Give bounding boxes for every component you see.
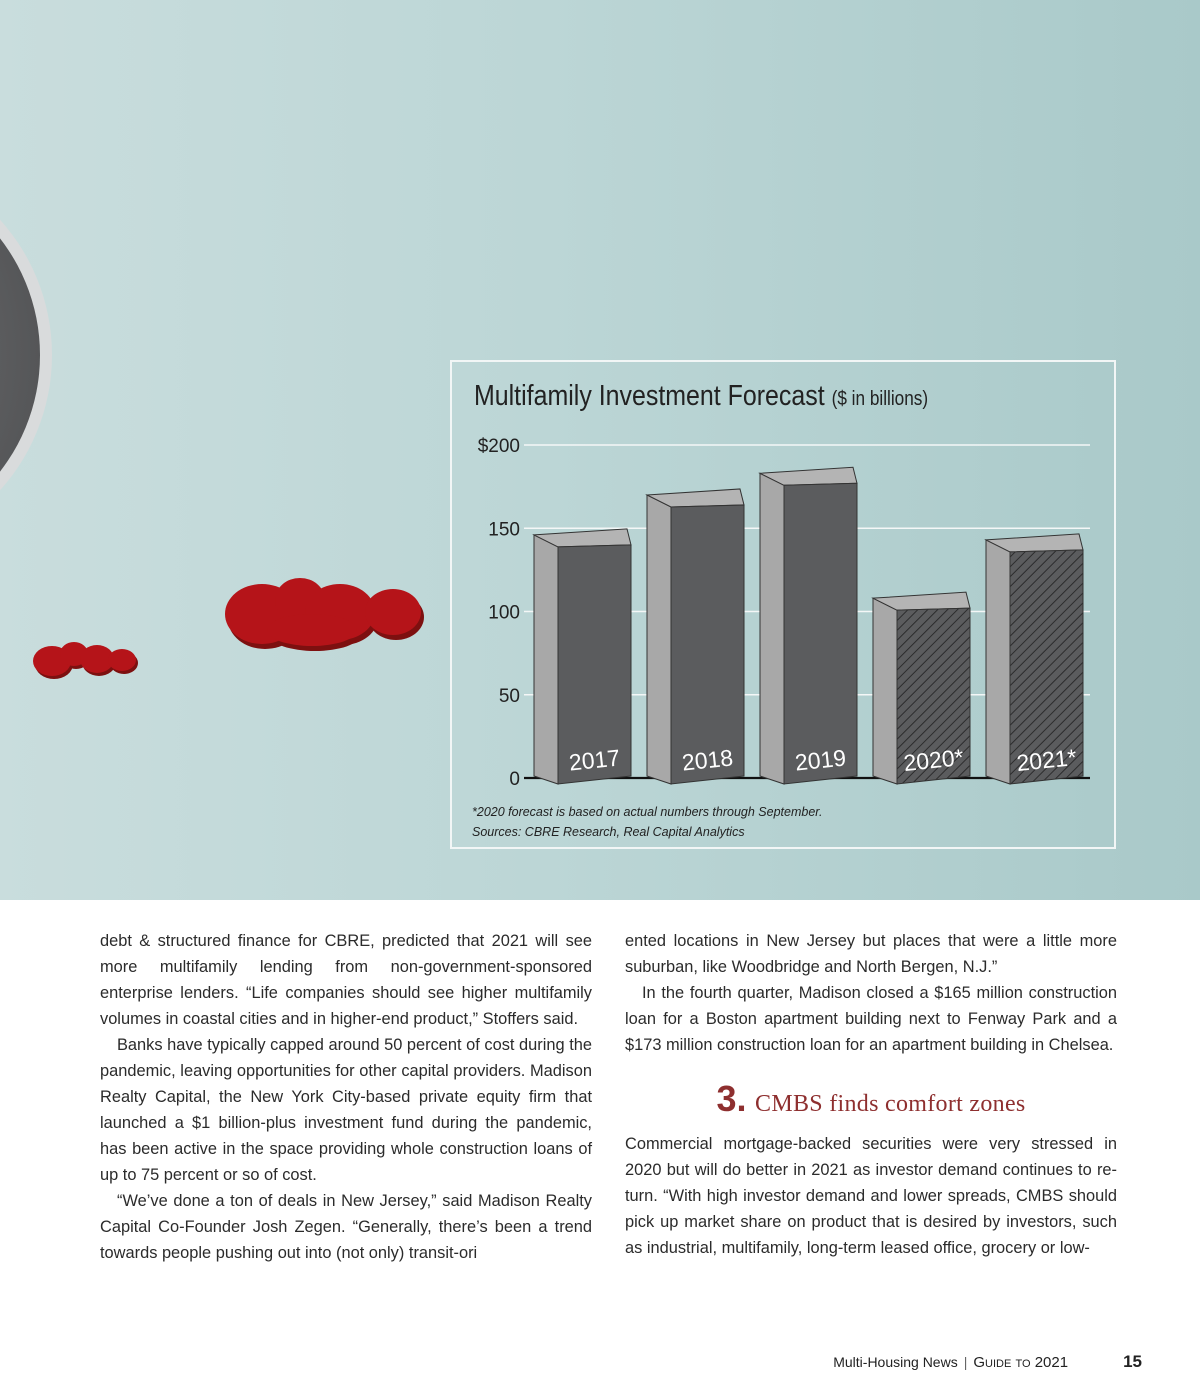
bar-year-label: 2019 xyxy=(793,744,848,776)
bar-side xyxy=(760,473,784,784)
guide-label: Guide to 2021 xyxy=(973,1354,1069,1371)
article-paragraph: ented locations in New Jersey but places that were a little more suburban, like Woodbridge and North Bergen, N.J.” xyxy=(625,932,1117,976)
bar xyxy=(647,489,744,784)
bar xyxy=(873,592,970,784)
chart-notes xyxy=(472,802,822,842)
bar-year-label: 2018 xyxy=(680,744,735,776)
section-title: CMBS finds comfort zones xyxy=(755,1091,1026,1117)
article-column-left xyxy=(100,928,592,1266)
bar-front xyxy=(784,483,857,784)
article-paragraph: Commercial mortgage-backed securities were very stressed in 2020 but will do better in 2021 as investor demand continues to return. “With high investor demand and lower spreads, CMBS should pick up market share on product that is desired by investors, such as industrial, multifamily, long-term leased office, grocery or low- xyxy=(625,1135,1117,1257)
investment-chart xyxy=(450,360,1116,849)
chart-plot xyxy=(452,362,1118,851)
chart-title xyxy=(474,380,928,413)
bar xyxy=(534,529,631,784)
article-paragraph: Banks have typically capped around 50 percent of cost during the pandemic, leaving opportunities for other capital providers. Madison Realty Capital, the New York City-based private equity firm that launched a $1 billion-plus investment fund during the pandemic, has been active in the space providing whole construction loans of up to 75 percent or so of cost. xyxy=(100,1036,592,1184)
section-heading xyxy=(625,1079,1117,1119)
red-cloud-large-graphic xyxy=(225,578,424,651)
page-number: 15 xyxy=(1123,1352,1142,1371)
y-tick-label: $200 xyxy=(477,436,520,457)
red-cloud-small-graphic xyxy=(33,642,138,679)
article-paragraph: “We’ve done a ton of deals in New Jersey,” said Madison Realty Capital Co-Founder Josh Zegen. “Generally, there’s been a trend towards people pushing out into (not only) transit-ori xyxy=(100,1192,592,1262)
y-tick-label: 50 xyxy=(498,685,520,707)
article-column-right xyxy=(625,928,1117,1261)
bar-year-label: 2021* xyxy=(1015,743,1078,777)
y-tick-label: 150 xyxy=(488,519,520,541)
page-footer xyxy=(833,1352,1142,1372)
bar-front xyxy=(671,505,744,784)
y-tick-label: 0 xyxy=(509,769,520,790)
y-tick-label: 100 xyxy=(488,602,520,624)
chart-sources: Sources: CBRE Research, Real Capital Analytics xyxy=(472,825,745,839)
chart-title-text: Multifamily Investment Forecast xyxy=(474,380,825,412)
article-paragraph: In the fourth quarter, Madison closed a $165 million construction loan for a Boston apartment building next to Fenway Park and a $173 million construction loan for an apartment building in Chelsea. xyxy=(625,984,1117,1054)
chart-subtitle: ($ in billions) xyxy=(831,388,929,410)
bar-side xyxy=(647,495,671,784)
section-number: 3. xyxy=(716,1078,747,1119)
article-paragraph: debt & structured finance for CBRE, predicted that 2021 will see more multifamily lending from non-government-sponsored enterprise lenders. “Life companies should see higher multifamily volumes in coastal cities and in higher-end product,” Stoffers said. xyxy=(100,932,592,1028)
bar-side xyxy=(986,540,1010,784)
bar xyxy=(760,467,857,784)
bar-year-label: 2020* xyxy=(902,743,965,777)
bar-year-label: 2017 xyxy=(567,744,622,776)
bar-side xyxy=(534,535,558,784)
bar-side xyxy=(873,598,897,784)
chart-footnote: *2020 forecast is based on actual numbers through September. xyxy=(472,805,823,819)
footer-separator: | xyxy=(963,1354,968,1370)
publication-name: Multi-Housing News xyxy=(833,1354,958,1370)
gray-disc-graphic xyxy=(0,153,52,557)
bar xyxy=(986,534,1083,784)
